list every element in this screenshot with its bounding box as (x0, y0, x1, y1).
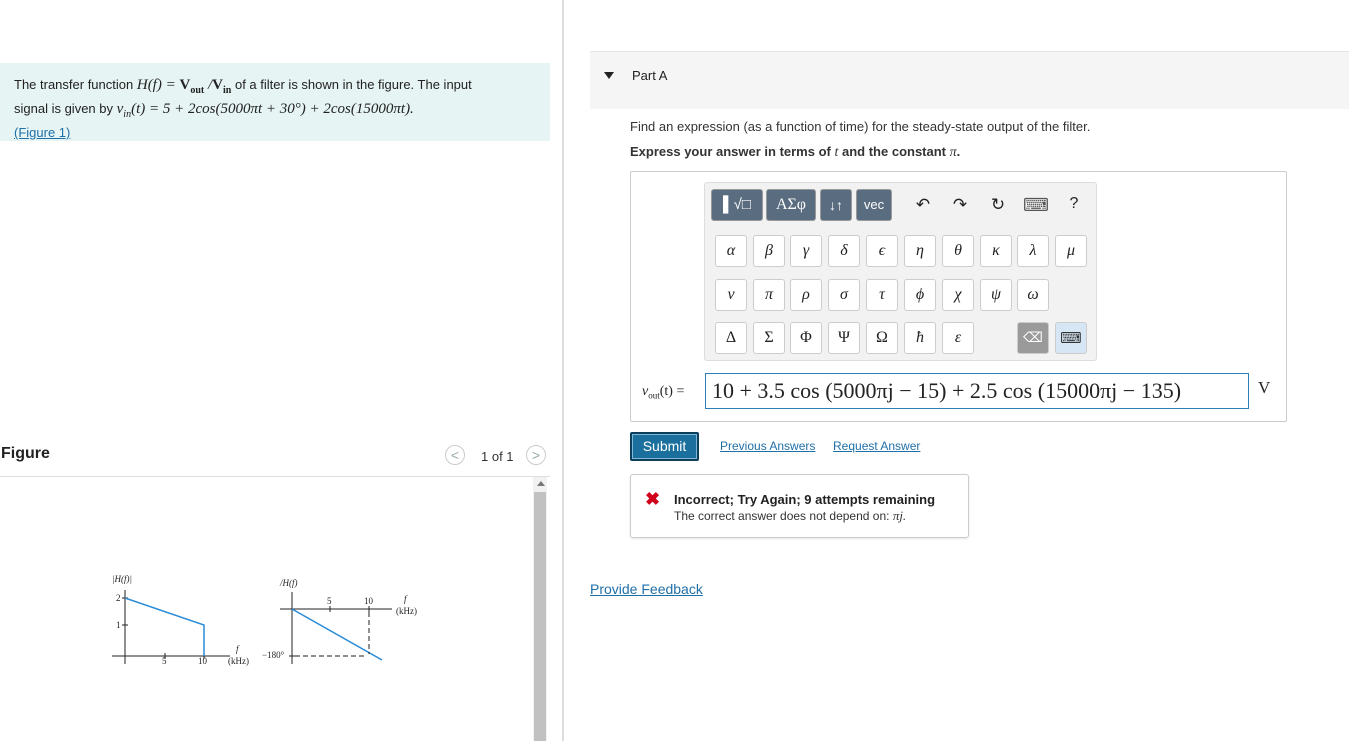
key-epsilon[interactable]: ϵ (866, 235, 898, 267)
feedback-term: πj. (892, 508, 907, 523)
arrows-icon: ↓↑ (829, 197, 843, 213)
figure-link[interactable]: (Figure 1) (14, 125, 71, 140)
answer-label-rest: (t) = (659, 384, 685, 399)
key-beta[interactable]: β (753, 235, 785, 267)
key-alpha[interactable]: α (715, 235, 747, 267)
key-capital-omega[interactable]: Ω (866, 322, 898, 354)
vin-t-symbol: v (116, 101, 124, 117)
greek-button[interactable] (766, 189, 816, 221)
problem-text-1: The transfer function (14, 77, 134, 92)
vin-symbol: V (212, 77, 223, 93)
chevron-left-icon: < (450, 447, 460, 463)
vin-subscript: in (223, 85, 232, 96)
magnitude-plot (112, 574, 249, 666)
key-mu[interactable]: μ (1055, 235, 1087, 267)
prev-figure-button[interactable] (445, 445, 465, 465)
mag-x-10: 10 (198, 656, 207, 666)
vin-t-subscript: in (123, 109, 132, 120)
vin-expression: (t) = 5 + 2cos(5000πt + 30°) + 2cos(15000πt). (131, 101, 414, 117)
input-signal-expr (116, 101, 414, 120)
key-varepsilon[interactable]: ε (942, 322, 974, 354)
key-lambda[interactable]: λ (1017, 235, 1049, 267)
mag-x-5: 5 (162, 656, 167, 666)
key-capital-sigma[interactable]: Σ (753, 322, 785, 354)
figure-page-indicator: 1 of 1 (481, 449, 514, 464)
templates-icon: ▌√□ (723, 196, 751, 213)
vec-label: vec (863, 197, 885, 212)
redo-icon[interactable]: ↷ (952, 195, 968, 214)
phase-x-10: 10 (364, 596, 373, 606)
mag-curve (125, 598, 204, 656)
reset-icon[interactable]: ↻ (990, 195, 1006, 214)
key-delta[interactable]: δ (828, 235, 860, 267)
key-psi[interactable]: ψ (980, 279, 1012, 311)
problem-text-2: of a filter is shown in the figure. The input (234, 77, 472, 92)
key-theta[interactable]: θ (942, 235, 974, 267)
question-text: Find an expression (as a function of time) for the steady-state output of the filter. (630, 119, 1091, 134)
part-title: Part A (632, 68, 668, 83)
arrows-button[interactable] (820, 189, 852, 221)
mag-f-label: f (236, 644, 239, 654)
problem-text-3: signal is given by (14, 101, 113, 116)
provide-feedback-link[interactable]: Provide Feedback (590, 581, 703, 597)
templates-button[interactable] (711, 189, 763, 221)
figure-area (0, 477, 533, 741)
instruction-mid: and the constant (842, 144, 947, 159)
backspace-icon[interactable]: ⌫ (1017, 322, 1049, 354)
key-capital-psi[interactable]: Ψ (828, 322, 860, 354)
keyboard-toggle-icon[interactable]: ⌨ (1055, 322, 1087, 354)
feedback-text (674, 508, 906, 524)
next-figure-button[interactable] (526, 445, 546, 465)
instruction-prefix: Express your answer in terms of (630, 144, 831, 159)
answer-label (642, 383, 684, 401)
chevron-right-icon: > (531, 447, 541, 463)
transfer-function-expr (136, 77, 232, 96)
key-phi[interactable]: ϕ (904, 279, 936, 311)
undo-icon[interactable]: ↶ (915, 195, 931, 214)
slash: / (204, 77, 213, 93)
left-pane (0, 0, 562, 741)
scrollbar-thumb[interactable] (534, 492, 546, 741)
feedback-box (630, 474, 969, 538)
key-chi[interactable]: χ (942, 279, 974, 311)
help-icon[interactable]: ? (1069, 195, 1079, 212)
figure-header (0, 440, 550, 477)
greek-label: ΑΣφ (775, 196, 807, 213)
hf-expr: H(f) = (136, 77, 180, 93)
part-header[interactable] (590, 51, 1349, 109)
keyboard-icon[interactable]: ⌨ (1023, 195, 1049, 215)
vout-symbol: V (179, 77, 191, 93)
phase-x-5: 5 (327, 596, 332, 606)
key-rho[interactable]: ρ (790, 279, 822, 311)
phase-f-label: f (404, 594, 407, 604)
phase-plot (262, 578, 417, 664)
answer-label-v: v (642, 384, 649, 399)
answer-unit: V (1258, 378, 1271, 397)
key-nu[interactable]: ν (715, 279, 747, 311)
submit-button[interactable]: Submit (630, 432, 699, 461)
request-answer-link[interactable]: Request Answer (833, 439, 921, 453)
phase-khz-label: (kHz) (396, 606, 417, 616)
problem-text (14, 76, 534, 142)
feedback-title: Incorrect; Try Again; 9 attempts remaining (674, 492, 936, 507)
problem-statement (0, 63, 550, 141)
filter-response-figure (0, 477, 533, 741)
key-kappa[interactable]: κ (980, 235, 1012, 267)
instruction-pi: π (949, 145, 957, 160)
collapse-triangle-icon[interactable] (604, 72, 614, 79)
key-omega[interactable]: ω (1017, 279, 1049, 311)
scroll-up-arrow-icon[interactable] (537, 481, 545, 486)
key-hbar[interactable]: ħ (904, 322, 936, 354)
key-eta[interactable]: η (904, 235, 936, 267)
feedback-text-body: The correct answer does not depend on: (674, 509, 890, 523)
mag-khz-label: (kHz) (228, 656, 249, 666)
mag-label: |H(f)| (112, 574, 132, 584)
figure-title: Figure (1, 445, 50, 462)
key-capital-phi[interactable]: Φ (790, 322, 822, 354)
answer-input[interactable]: 10 + 3.5 cos (5000πj − 15) + 2.5 cos (15000πj − 135) (705, 373, 1249, 409)
vector-button[interactable] (856, 189, 892, 221)
key-tau[interactable]: τ (866, 279, 898, 311)
instruction-text (630, 144, 960, 161)
key-sigma[interactable]: σ (828, 279, 860, 311)
vout-subscript: out (190, 85, 205, 96)
math-toolbar (704, 182, 1097, 361)
pane-divider[interactable] (562, 0, 564, 741)
key-pi[interactable]: π (753, 279, 785, 311)
instruction-t: t (834, 145, 839, 160)
phase-tick-label: −180° (262, 650, 285, 660)
mag-y-1: 1 (116, 620, 121, 630)
instruction-end: . (956, 144, 961, 159)
error-x-icon: ✖ (645, 489, 661, 509)
previous-answers-link[interactable]: Previous Answers (720, 439, 816, 453)
answer-label-sub: out (648, 390, 660, 401)
key-capital-delta[interactable]: Δ (715, 322, 747, 354)
key-gamma[interactable]: γ (790, 235, 822, 267)
mag-y-2: 2 (116, 593, 121, 603)
phase-label: /H(f) (280, 578, 298, 588)
